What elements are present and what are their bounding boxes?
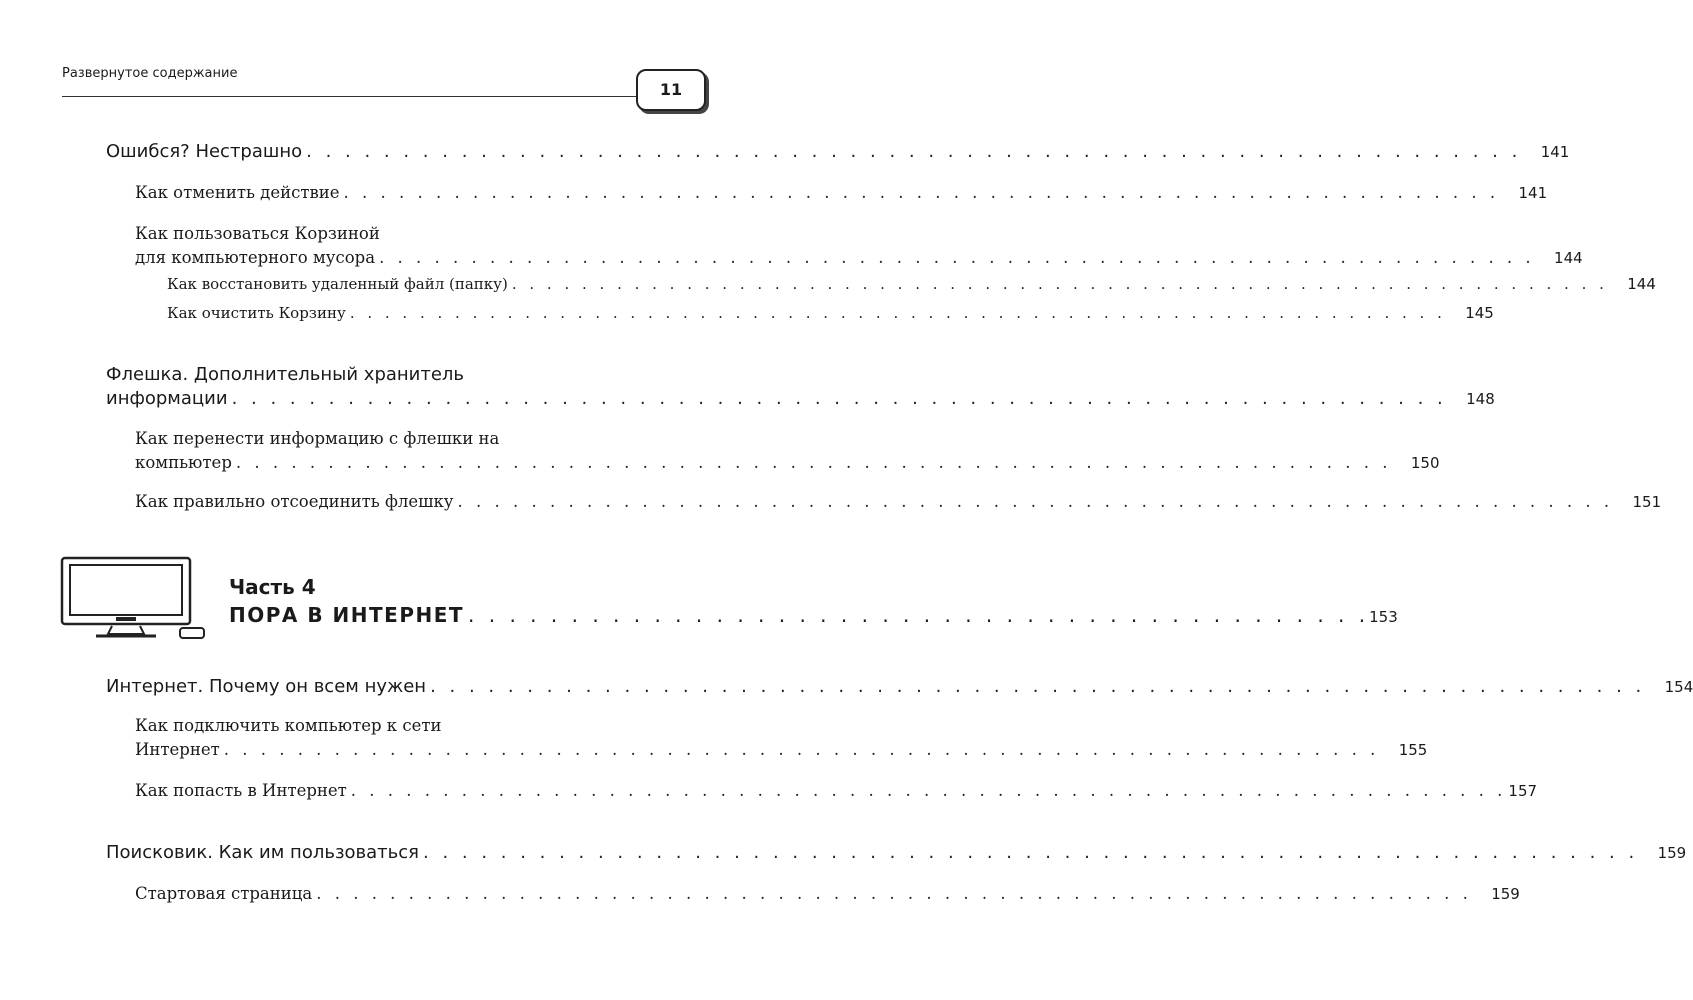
toc-entry-title-line1: Как подключить компьютер к сети	[135, 716, 442, 735]
dot-leader: . . . . . . . . . . . . . . . . . . . . . . . . . . . . . . . . . . . . . . . . . . . . . . . . . . . . . . . . . . . . . . .	[343, 183, 1500, 202]
toc-page-number: 150	[1410, 454, 1440, 472]
toc-page-number: 141	[1518, 184, 1548, 202]
toc-entry[interactable]	[167, 273, 1656, 295]
dot-leader: . . . . . . . . . . . . . . . . . . . . . . . . . . . . . . . . . . . . . . . . . . . . . . . . . . . . . . . . . . . . . . .	[231, 388, 1447, 409]
toc-entry-title-line2: для компьютерного мусора	[135, 248, 376, 267]
toc-entry-title: Как восстановить удаленный файл (папку)	[167, 275, 508, 293]
toc-page-number: 145	[1465, 304, 1494, 322]
toc-entry[interactable]	[167, 302, 1494, 324]
toc-entry[interactable]	[135, 882, 1520, 906]
toc-entry-title-line2: компьютер	[135, 453, 232, 472]
toc-entry-title: Интернет. Почему он всем нужен	[106, 676, 427, 697]
toc-entry-title: Как отменить действие	[135, 183, 340, 202]
toc-page-number: 159	[1657, 844, 1687, 862]
toc-page-number: 154	[1664, 678, 1693, 696]
dot-leader: . . . . . . . . . . . . . . . . . . . . . . . . . . . . . . . . . . . . . . . . . . . . . . . . . . . . . . . . . . . . . . .	[235, 453, 1392, 472]
toc-entry-title-line1: Как перенести информацию с флешки на	[135, 429, 500, 448]
toc-entry-title: Стартовая страница	[135, 884, 313, 903]
toc-page-number: 151	[1632, 493, 1662, 511]
toc-entry[interactable]	[135, 490, 1662, 514]
toc-entry[interactable]	[135, 222, 1583, 270]
toc-page-number: 153	[1369, 608, 1398, 626]
toc-entry-title: Поисковик. Как им пользоваться	[106, 842, 419, 863]
dot-leader: . . . . . . . . . . . . . . . . . . . . . . . . . . . . . . . . . . . . . . . . . . . . . . . . . . . . . . . . . . . . . . .	[457, 492, 1614, 511]
dot-leader: . . . . . . . . . . . . . . . . . . . . . . . . . . . . . . . . . . . . . . . . . . . . . . . . . . . . . . . . . . . . . . .	[379, 248, 1535, 267]
dot-leader: . . . . . . . . . . . . . . . . . . . . . . . . . . . . . . . . . . . . . . . . . . . . . . . . . . . . . . . . . . . . . . .	[349, 304, 1446, 322]
toc-entry-title: Как правильно отсоединить флешку	[135, 492, 454, 511]
toc-entry-title-line2: информации	[106, 388, 228, 409]
header-rule	[62, 96, 636, 97]
dot-leader: . . . . . . . . . . . . . . . . . . . . . . . . . . . . . . . . . . . . . . . . . . . . . . . . . . . . . . . . . . . . . . .	[423, 842, 1639, 863]
toc-page-number: 148	[1466, 390, 1495, 408]
dot-leader: . . . . . . . . . . . . . . . . . . . . . . . . . . . . . . . . . . . . . . . . . . . . . . . . . . . . . . . . . . . . . . .	[306, 141, 1522, 162]
toc-page-number: 141	[1540, 143, 1570, 161]
page-number: 11	[659, 80, 683, 99]
toc-entry-title: Ошибся? Нестрашно	[106, 141, 303, 162]
toc-entry[interactable]	[106, 140, 1570, 164]
toc-entry[interactable]	[135, 714, 1428, 762]
toc-entry[interactable]	[106, 841, 1687, 865]
toc-entry-title: Как попасть в Интернет	[135, 781, 347, 800]
toc-page-number: 157	[1508, 782, 1538, 800]
dot-leader: . . . . . . . . . . . . . . . . . . . . . . . . . . . . . . . . . . . . . . . . . . . . . . . . . . . . . . . . . . . . . . .	[316, 884, 1472, 903]
toc-entry-title-line1: Флешка. Дополнительный хранитель	[106, 364, 465, 385]
toc-page-number: 144	[1627, 275, 1656, 293]
part-title: ПОРА В ИНТЕРНЕТ	[229, 603, 465, 627]
dot-leader: . . . . . . . . . . . . . . . . . . . . . . . . . . . . . . . . . . . . . . . . . . . . . . . . . . . . . . . . . . . . . . .	[511, 275, 1608, 293]
toc-page-number: 155	[1398, 741, 1428, 759]
toc-entry-title: Как очистить Корзину	[167, 304, 346, 322]
toc-entry[interactable]	[135, 779, 1538, 803]
toc-entry[interactable]	[135, 427, 1440, 475]
page-number-badge	[636, 69, 706, 111]
toc-page-number: 144	[1554, 249, 1583, 267]
dot-leader: . . . . . . . . . . . . . . . . . . . . . . . . . . . . . . . . . . . . . . . . . . . . . . . . . . . . . . . . . . . . . . .	[350, 781, 1507, 800]
toc-page-number: 159	[1491, 885, 1520, 903]
part-label: Часть 4	[229, 575, 316, 599]
dot-leader: . . . . . . . . . . . . . . . . . . . . . . . . . . . . . . . . . . . . . . . . . . . . . . . . . . . . . . . . . . . . . . .	[430, 676, 1646, 697]
toc-entry-title-line1: Как пользоваться Корзиной	[135, 224, 380, 243]
toc-entry[interactable]	[106, 675, 1693, 699]
computer-monitor-icon	[60, 556, 210, 642]
running-head: Развернутое содержание	[62, 66, 238, 81]
toc-entry[interactable]	[106, 363, 1495, 411]
dot-leader: . . . . . . . . . . . . . . . . . . . . . . . . . . . . . . . . . . . . . . . . . . . . . . . . . . . . . . . . . . . . . . .	[223, 740, 1380, 759]
part-heading[interactable]	[229, 574, 1398, 632]
toc-entry[interactable]	[135, 181, 1548, 205]
dot-leader: . . . . . . . . . . . . . . . . . . . . . . . . . . . . . . . . . . . . . . . . . . . .	[468, 603, 1370, 627]
toc-entry-title-line2: Интернет	[135, 740, 220, 759]
